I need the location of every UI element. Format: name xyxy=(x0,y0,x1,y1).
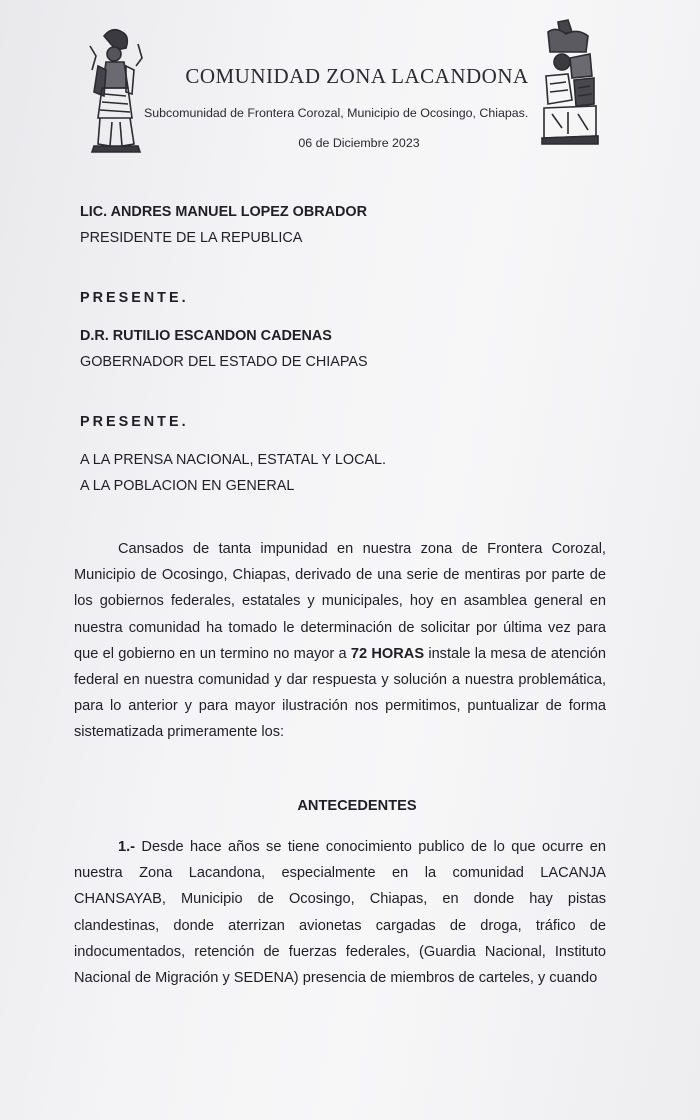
presente-1: PRESENTE. xyxy=(80,290,189,306)
recipient-1-title: PRESIDENTE DE LA REPUBLICA xyxy=(80,230,303,246)
org-name: COMUNIDAD ZONA LACANDONA xyxy=(185,64,529,88)
item-number: 1.- xyxy=(118,839,136,855)
deadline-hours: 72 HORAS xyxy=(350,645,425,662)
body-paragraph-2 xyxy=(74,834,606,991)
paragraph-1-text-start: Cansados de tanta impunidad en nuestra zona de Frontera Corozal, Municipio de Ocosingo, Chiapas, derivado de una serie de mentiras por parte de los gobiernos federales, estatales y municipales, hoy en asamblea general en nuestra comunidad ha tomado le determinación de solicitar por última vez para que el gobierno en un termino no mayor a xyxy=(74,541,606,662)
recipient-press: A LA PRENSA NACIONAL, ESTATAL Y LOCAL. xyxy=(80,452,387,468)
recipient-2-name: D.R. RUTILIO ESCANDON CADENAS xyxy=(80,328,332,344)
recipient-population: A LA POBLACION EN GENERAL xyxy=(80,478,295,494)
body-paragraph-1 xyxy=(74,536,606,746)
paragraph-1-text-end: instale la mesa de atención federal en nuestra comunidad y dar respuesta y solución a nuestra problemática, para lo anterior y para mayor ilustración nos permitimos, puntualizar de forma sistematizada primeramente los: xyxy=(74,645,606,741)
org-subtitle: Subcomunidad de Frontera Corozal, Municipio de Ocosingo, Chiapas. xyxy=(144,106,529,120)
recipient-1-name: LIC. ANDRES MANUEL LOPEZ OBRADOR xyxy=(80,204,368,220)
presente-2: PRESENTE. xyxy=(80,414,189,430)
mayan-glyph-icon xyxy=(538,18,600,146)
recipient-2-title: GOBERNADOR DEL ESTADO DE CHIAPAS xyxy=(80,354,368,370)
mayan-figure-icon xyxy=(86,26,146,154)
letter-date: 06 de Diciembre 2023 xyxy=(298,136,420,150)
section-heading-antecedentes: ANTECEDENTES xyxy=(297,798,417,814)
paragraph-2-text: Desde hace años se tiene conocimiento publico de lo que ocurre en nuestra Zona Lacandona, especialmente en la comunidad LACANJA CHANSAYAB, Municipio de Ocosingo, Chiapas, en donde hay pistas clandestinas, donde aterrizan avionetas cargadas de droga, tráfico de indocumentados, retención de fuerzas federales, (Guardia Nacional, Instituto Nacional de Migración y SEDENA) presencia de miembros de carteles, y cuando xyxy=(74,839,606,987)
